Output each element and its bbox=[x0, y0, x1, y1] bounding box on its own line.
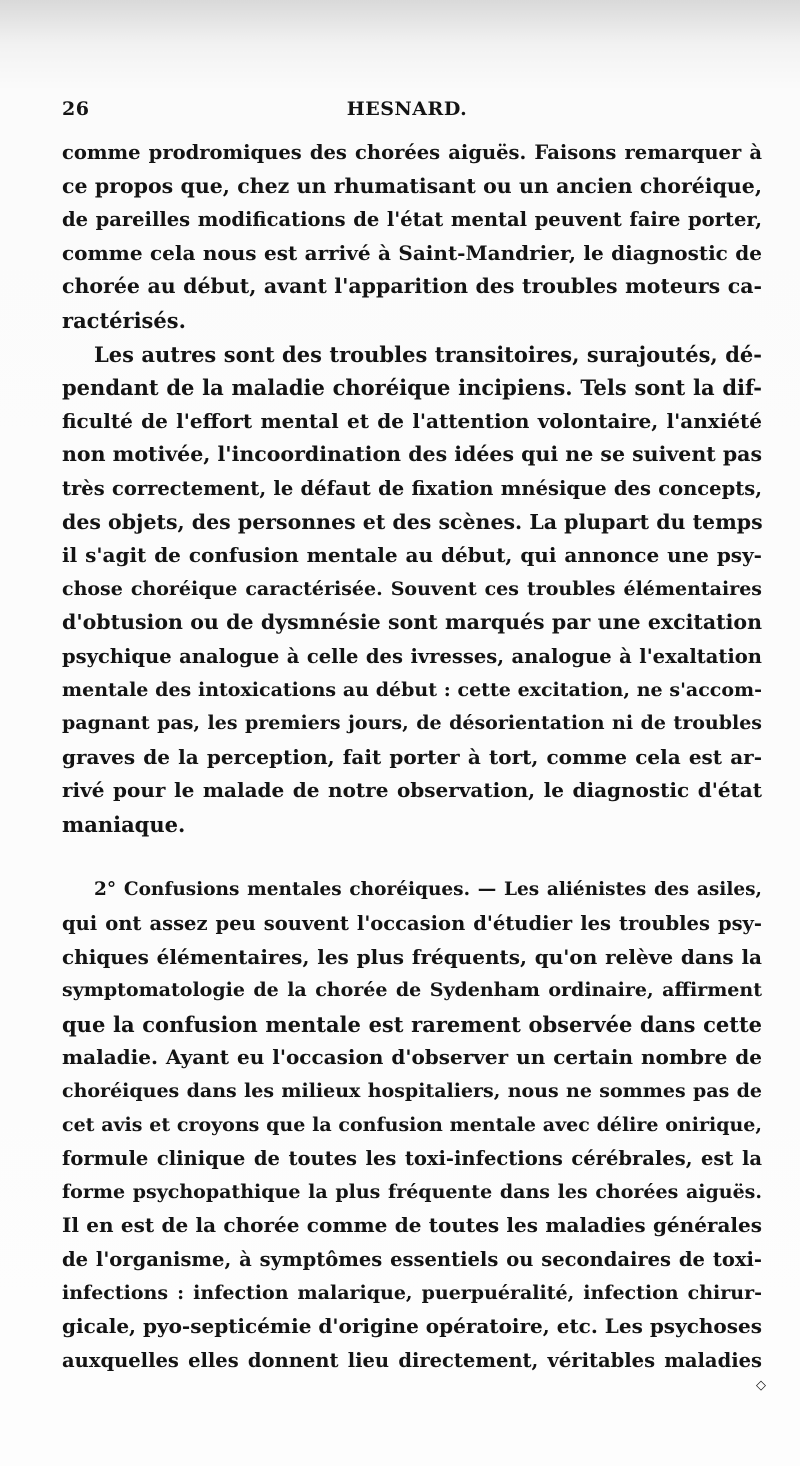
text-line: comme prodromiques des chorées aiguës. Faisons remarquer à bbox=[62, 141, 762, 164]
section-heading-line: 2° Confusions mentales choréiques. — Les aliénistes des asiles, bbox=[94, 879, 762, 901]
text-line: forme psychopathique la plus fréquente dans les chorées aiguës. bbox=[62, 1180, 762, 1203]
text-line: cet avis et croyons que la confusion mentale avec délire onirique, bbox=[62, 1113, 762, 1136]
text-line: choréiques dans les milieux hospitaliers, nous ne sommes pas de bbox=[62, 1080, 762, 1103]
text-line: chose choréique caractérisée. Souvent ces troubles élémentaires bbox=[62, 577, 762, 600]
text-line: des objets, des personnes et des scènes. La plupart du temps bbox=[62, 509, 763, 534]
text-line: infections : infection malarique, puerpuéralité, infection chirur- bbox=[62, 1281, 762, 1304]
text-line: comme cela nous est arrivé à Saint-Mandrier, le diagnostic de bbox=[62, 240, 762, 265]
text-line: non motivée, l'incoordination des idées qui ne se suivent pas bbox=[62, 442, 762, 467]
text-line: formule clinique de toutes les toxi-infections cérébrales, est la bbox=[62, 1147, 762, 1171]
text-line: mentale des intoxications au début : cette excitation, ne s'accom- bbox=[62, 678, 762, 701]
text-line: Il en est de la chorée comme de toutes les maladies générales bbox=[62, 1213, 762, 1238]
text-line: rivé pour le malade de notre observation, le diagnostic d'état bbox=[62, 778, 762, 803]
paragraph-gap bbox=[62, 841, 762, 873]
text-line: pendant de la maladie choréique incipiens. Tels sont la dif- bbox=[62, 375, 762, 401]
text-line: maniaque. bbox=[62, 811, 186, 837]
text-line: gicale, pyo-septicémie d'origine opératoire, etc. Les psychoses bbox=[62, 1314, 762, 1339]
body-text bbox=[62, 136, 762, 1377]
text-line: de l'organisme, à symptômes essentiels ou secondaires de toxi- bbox=[62, 1248, 762, 1271]
text-line: qui ont assez peu souvent l'occasion d'étudier les troubles psy- bbox=[62, 912, 762, 936]
text-line: que la confusion mentale est rarement observée dans cette bbox=[62, 1011, 762, 1037]
page-number: 26 bbox=[62, 98, 90, 120]
text-line: d'obtusion ou de dysmnésie sont marqués par une excitation bbox=[62, 610, 762, 635]
running-head: HESNARD. bbox=[346, 98, 468, 120]
text-line: Les autres sont des troubles transitoires, surajoutés, dé- bbox=[94, 341, 762, 367]
text-line: de pareilles modifications de l'état mental peuvent faire porter, bbox=[62, 208, 762, 232]
text-line: chiques élémentaires, les plus fréquents, qu'on relève dans la bbox=[62, 944, 762, 969]
text-line: ce propos que, chez un rhumatisant ou un ancien choréique, bbox=[62, 173, 762, 198]
text-line: graves de la perception, fait porter à tort, comme cela est ar- bbox=[62, 744, 762, 769]
text-line: psychique analogue à celle des ivresses, analogue à l'exaltation bbox=[62, 644, 762, 668]
text-line: maladie. Ayant eu l'occasion d'observer un certain nombre de bbox=[62, 1045, 762, 1070]
printer-mark-icon: ◇ bbox=[756, 1378, 766, 1393]
text-line: chorée au début, avant l'apparition des troubles moteurs ca- bbox=[62, 274, 762, 299]
text-line: ractérisés. bbox=[62, 307, 186, 333]
text-line: auxquelles elles donnent lieu directement, véritables maladies bbox=[62, 1348, 762, 1372]
text-line: il s'agit de confusion mentale au début, qui annonce une psy- bbox=[62, 543, 762, 568]
text-line: ficulté de l'effort mental et de l'attention volontaire, l'anxiété bbox=[62, 408, 762, 433]
text-line: très correctement, le défaut de fixation mnésique des concepts, bbox=[62, 476, 762, 500]
text-line: pagnant pas, les premiers jours, de désorientation ni de troubles bbox=[62, 712, 762, 735]
text-line: symptomatologie de la chorée de Sydenham ordinaire, affirment bbox=[62, 979, 762, 1002]
